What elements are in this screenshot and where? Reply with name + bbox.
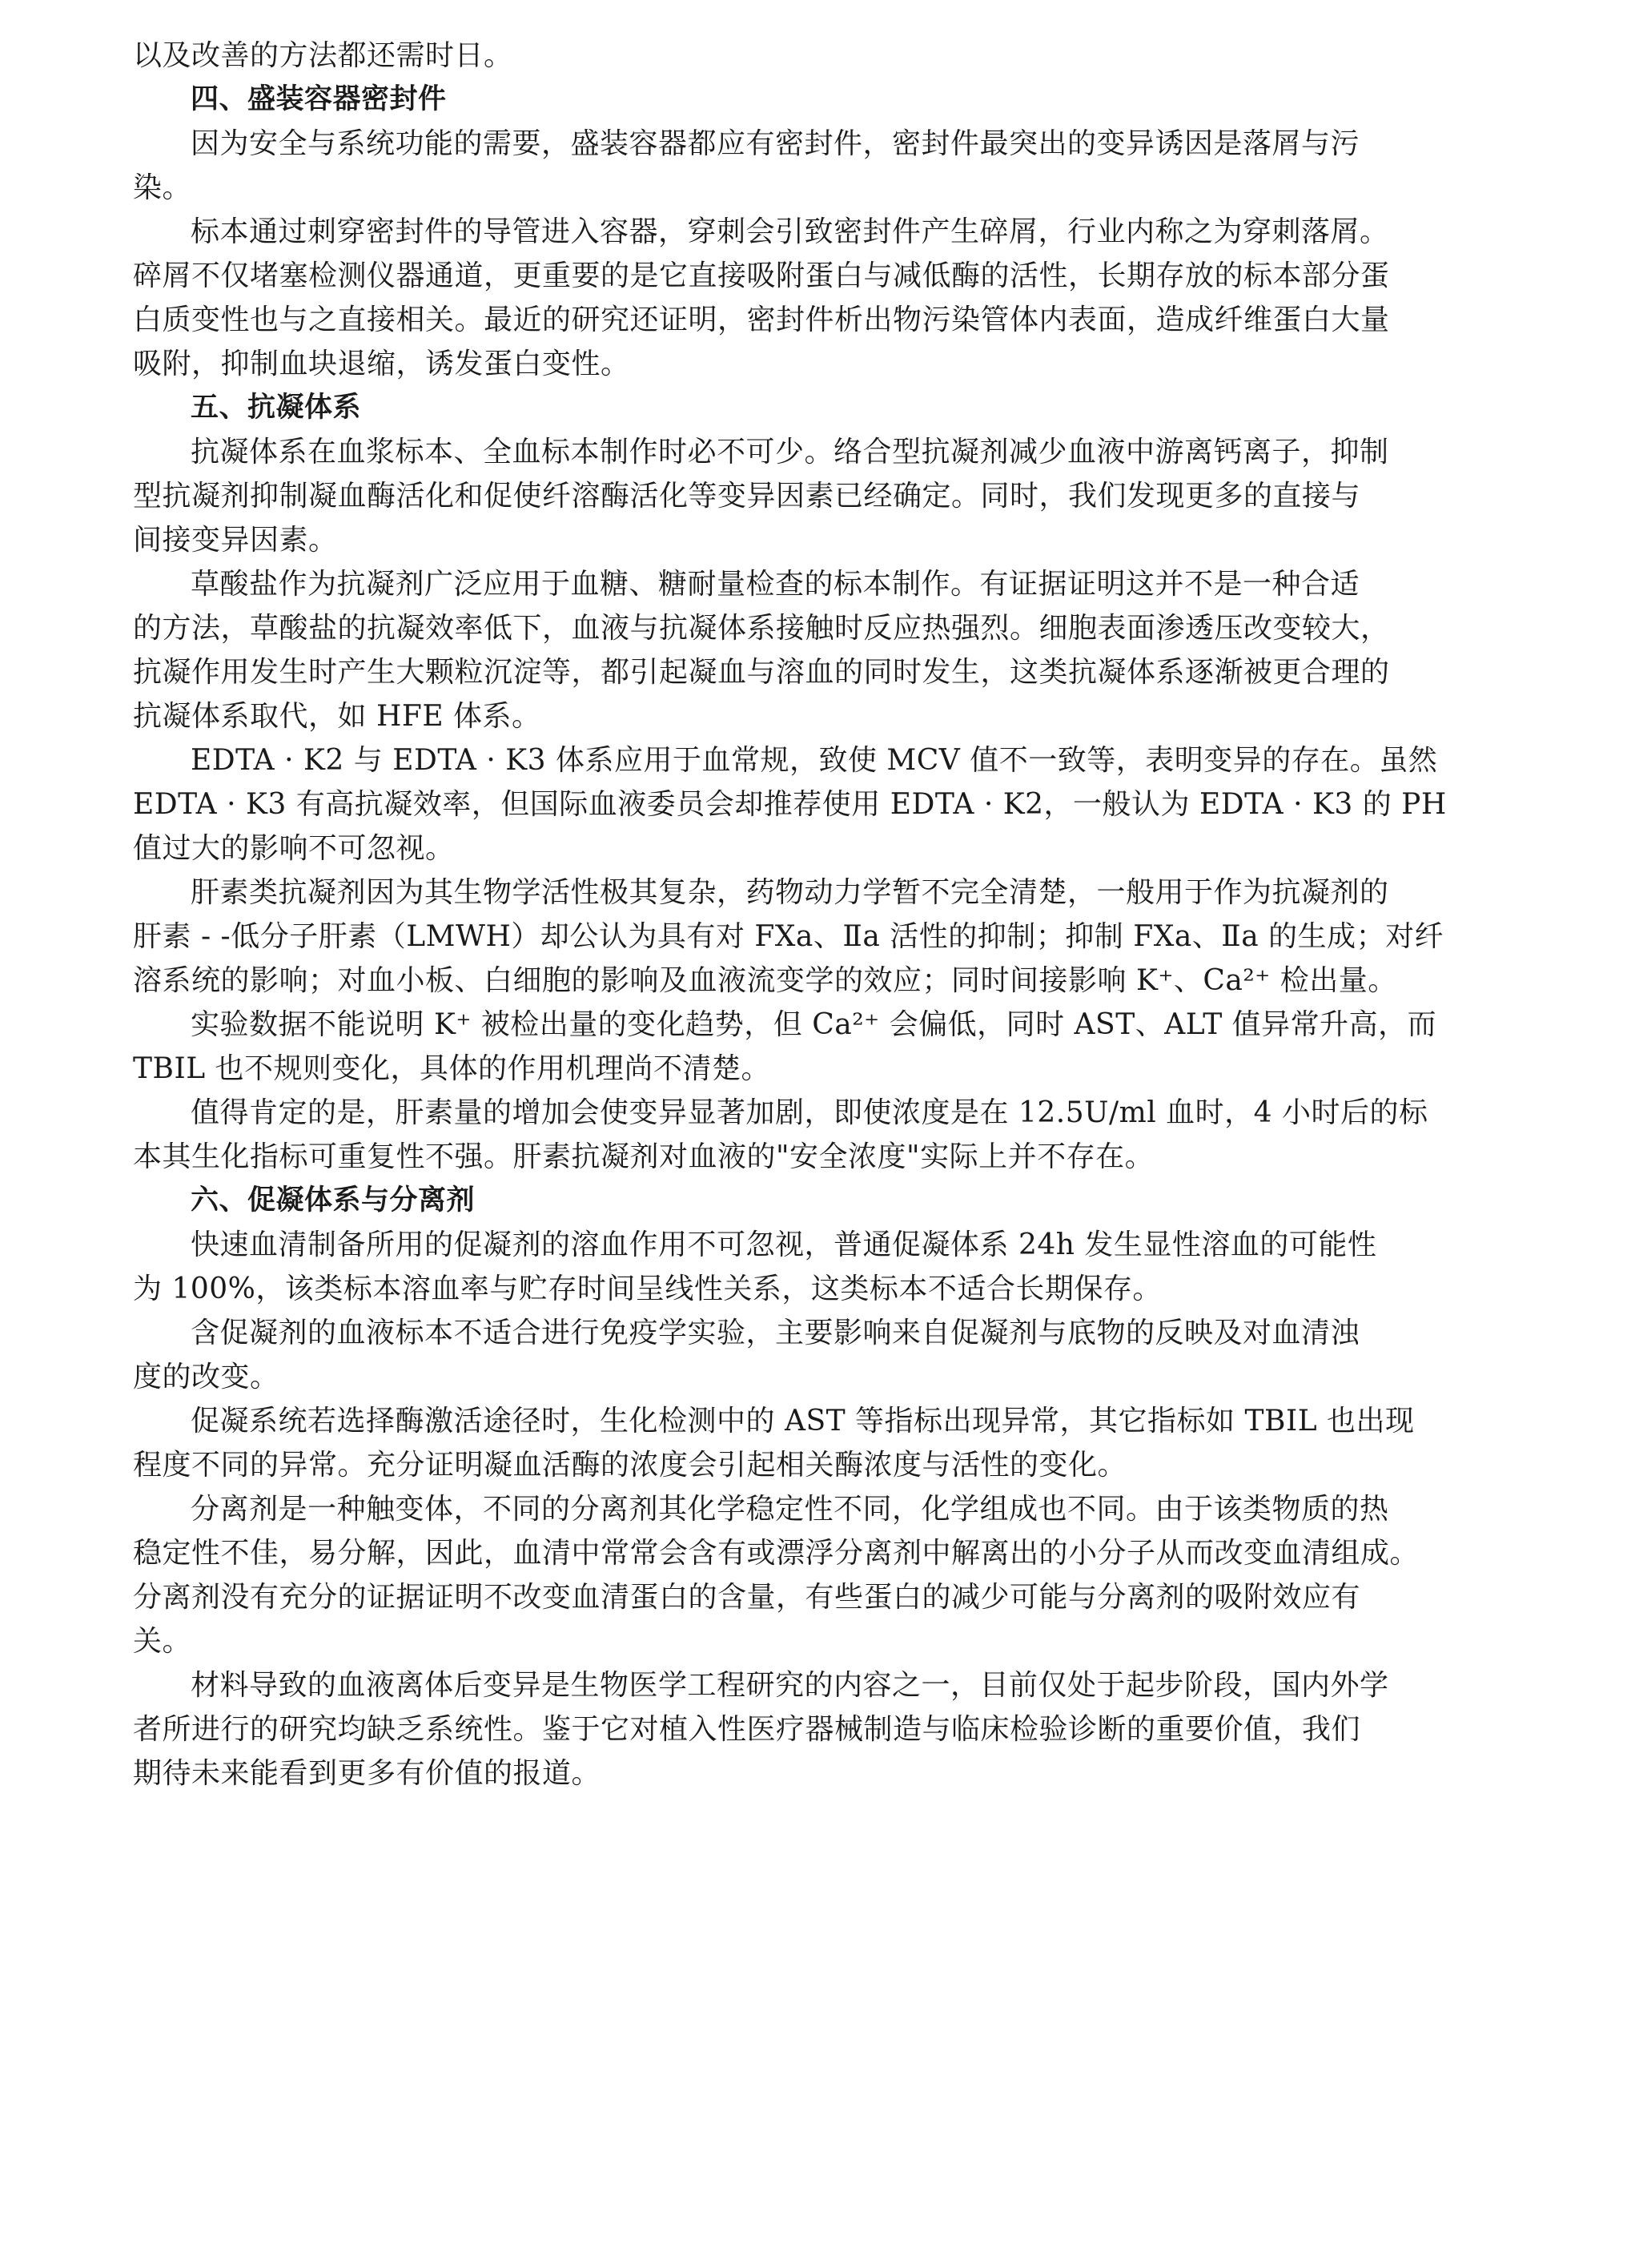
text-line: 白质变性也与之直接相关。最近的研究还证明，密封件析出物污染管体内表面，造成纤维蛋白大量 <box>133 304 1390 336</box>
text-line: 溶系统的影响；对血小板、白细胞的影响及血液流变学的效应；同时间接影响 K⁺、Ca²⁺ 检出量。 <box>133 964 1397 997</box>
text-line: 期待未来能看到更多有价值的报道。 <box>133 1757 601 1790</box>
text-line: EDTA · K2 与 EDTA · K3 体系应用于血常规，致使 MCV 值不一致等，表明变异的存在。虽然 <box>191 744 1438 777</box>
text-line: 本其生化指标可重复性不强。肝素抗凝剂对血液的"安全浓度"实际上并不存在。 <box>133 1140 1155 1173</box>
text-line: 值过大的影响不可忽视。 <box>133 832 455 865</box>
text-line: 为 100%，该类标本溶血率与贮存时间呈线性关系，这类标本不适合长期保存。 <box>133 1273 1162 1305</box>
text-line: 快速血清制备所用的促凝剂的溶血作用不可忽视，普通促凝体系 24h 发生显性溶血的可能性 <box>191 1228 1377 1261</box>
section-heading: 四、盛装容器密封件 <box>191 83 447 115</box>
text-line: 实验数据不能说明 K⁺ 被检出量的变化趋势，但 Ca²⁺ 会偏低，同时 AST、ALT 值异常升高，而 <box>191 1008 1437 1041</box>
text-line: 含促凝剂的血液标本不适合进行免疫学实验，主要影响来自促凝剂与底物的反映及对血清浊 <box>191 1317 1360 1349</box>
text-line: 肝素 - -低分子肝素（LMWH）却公认为具有对 FXa、Ⅱa 活性的抑制；抑制 FXa、Ⅱa 的生成；对纤 <box>133 920 1444 953</box>
section-heading: 五、抗凝体系 <box>191 392 362 424</box>
text-line: 抗凝体系取代，如 HFE 体系。 <box>133 700 541 733</box>
text-line: 分离剂是一种触变体，不同的分离剂其化学稳定性不同，化学组成也不同。由于该类物质的热 <box>191 1493 1389 1526</box>
text-line: 关。 <box>133 1625 192 1658</box>
text-line: 材料导致的血液离体后变异是生物医学工程研究的内容之一，目前仅处于起步阶段，国内外学 <box>191 1669 1389 1702</box>
text-line: 草酸盐作为抗凝剂广泛应用于血糖、糖耐量检查的标本制作。有证据证明这并不是一种合适 <box>191 568 1360 601</box>
text-line: 间接变异因素。 <box>133 524 338 557</box>
text-line: 度的改变。 <box>133 1361 279 1393</box>
text-line: 分离剂没有充分的证据证明不改变血清蛋白的含量，有些蛋白的减少可能与分离剂的吸附效应有 <box>133 1581 1361 1614</box>
text-line: 值得肯定的是，肝素量的增加会使变异显著加剧，即使浓度是在 12.5U/ml 血时，4 小时后的标 <box>191 1096 1428 1129</box>
text-line: 型抗凝剂抑制凝血酶活化和促使纤溶酶活化等变异因素已经确定。同时，我们发现更多的直接与 <box>133 480 1361 513</box>
text-line: 吸附，抑制血块退缩，诱发蛋白变性。 <box>133 348 630 380</box>
text-line: 促凝系统若选择酶激活途径时，生化检测中的 AST 等指标出现异常，其它指标如 TBIL 也出现 <box>191 1405 1415 1438</box>
text-line: 肝素类抗凝剂因为其生物学活性极其复杂，药物动力学暂不完全清楚，一般用于作为抗凝剂的 <box>191 876 1389 909</box>
text-line: 碎屑不仅堵塞检测仪器通道，更重要的是它直接吸附蛋白与减低酶的活性，长期存放的标本部分蛋 <box>133 259 1390 292</box>
text-line: 稳定性不佳，易分解，因此，血清中常常会含有或漂浮分离剂中解离出的小分子从而改变血清组成。 <box>133 1537 1420 1570</box>
text-line: 抗凝体系在血浆标本、全血标本制作时必不可少。络合型抗凝剂减少血液中游离钙离子，抑制 <box>191 436 1389 468</box>
text-line: 标本通过刺穿密封件的导管进入容器，穿刺会引致密封件产生碎屑，行业内称之为穿刺落屑。 <box>191 215 1389 248</box>
text-line: 程度不同的异常。充分证明凝血活酶的浓度会引起相关酶浓度与活性的变化。 <box>133 1449 1127 1482</box>
text-line: 染。 <box>133 171 192 204</box>
text-line: 者所进行的研究均缺乏系统性。鉴于它对植入性医疗器械制造与临床检验诊断的重要价值，我们 <box>133 1713 1361 1746</box>
text-line: 抗凝作用发生时产生大颗粒沉淀等，都引起凝血与溶血的同时发生，这类抗凝体系逐渐被更合理的 <box>133 656 1390 689</box>
text-line: EDTA · K3 有高抗凝效率，但国际血液委员会却推荐使用 EDTA · K2，一般认为 EDTA · K3 的 PH <box>133 788 1447 821</box>
section-heading: 六、促凝体系与分离剂 <box>191 1184 476 1216</box>
text-line: TBIL 也不规则变化，具体的作用机理尚不清楚。 <box>133 1052 771 1085</box>
text-line: 以及改善的方法都还需时日。 <box>133 39 513 72</box>
text-line: 的方法，草酸盐的抗凝效率低下，血液与抗凝体系接触时反应热强烈。细胞表面渗透压改变较大， <box>133 612 1390 645</box>
text-line: 因为安全与系统功能的需要，盛装容器都应有密封件，密封件最突出的变异诱因是落屑与污 <box>191 127 1360 160</box>
